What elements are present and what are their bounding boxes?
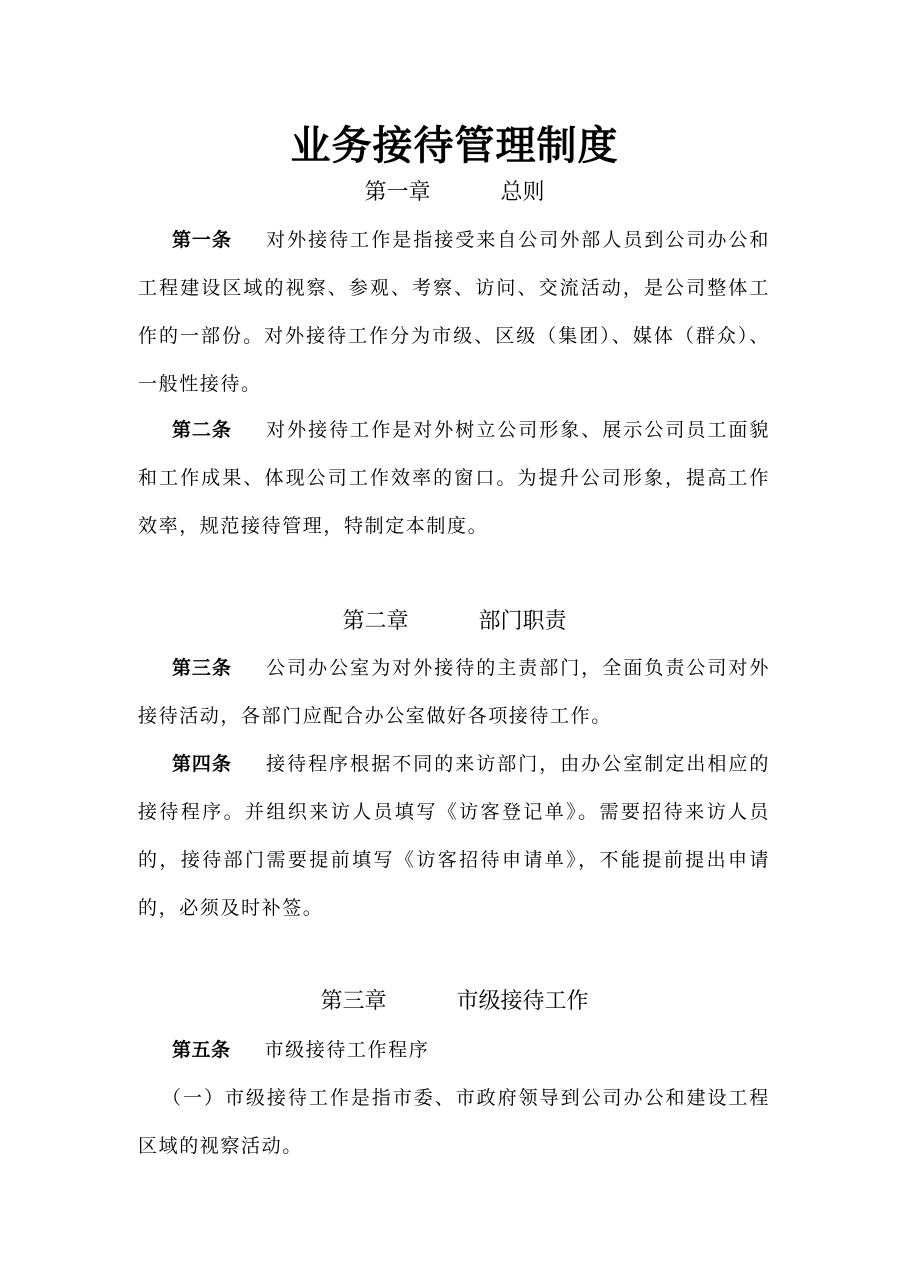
article-label: 第二条 bbox=[172, 419, 232, 441]
chapter-heading-3 bbox=[0, 987, 909, 1017]
article-4 bbox=[138, 740, 770, 932]
article-label: 第一条 bbox=[172, 229, 232, 251]
article-5 bbox=[138, 1026, 770, 1074]
article-label: 第五条 bbox=[172, 1039, 231, 1061]
article-text: 对外接待工作是对外树立公司形象、展示公司员工面貌和工作成果、体现公司工作效率的窗口。为提升公司形象，提高工作效率，规范接待管理，特制定本制度。 bbox=[138, 419, 770, 537]
chapter-heading-2 bbox=[0, 607, 909, 637]
chapter-name: 市级接待工作 bbox=[456, 989, 589, 1014]
document-title: 业务接待管理制度 bbox=[290, 123, 619, 169]
article-label: 第三条 bbox=[172, 657, 232, 679]
article-1 bbox=[138, 216, 770, 408]
chapter-name: 总则 bbox=[500, 180, 545, 205]
clause-text: （一）市级接待工作是指市委、市政府领导到公司办公和建设工程区域的视察活动。 bbox=[138, 1087, 770, 1157]
chapter-heading-1 bbox=[0, 178, 909, 208]
chapter-number: 第二章 bbox=[342, 609, 409, 634]
clause-1 bbox=[138, 1074, 770, 1170]
article-2 bbox=[138, 406, 770, 550]
article-text: 对外接待工作是指接受来自公司外部人员到公司办公和工程建设区域的视察、参观、考察、访问、交流活动，是公司整体工作的一部份。对外接待工作分为市级、区级（集团）、媒体（群众）、一般性接待。 bbox=[138, 229, 770, 395]
article-label: 第四条 bbox=[172, 753, 232, 775]
chapter-number: 第三章 bbox=[320, 989, 387, 1014]
article-text: 公司办公室为对外接待的主责部门，全面负责公司对外接待活动，各部门应配合办公室做好各项接待工作。 bbox=[138, 657, 770, 727]
chapter-number: 第一章 bbox=[364, 180, 431, 205]
article-3 bbox=[138, 644, 770, 740]
article-text: 接待程序根据不同的来访部门，由办公室制定出相应的接待程序。并组织来访人员填写《访客登记单》。需要招待来访人员的，接待部门需要提前填写《访客招待申请单》，不能提前提出申请的，必须及时补签。 bbox=[138, 753, 770, 919]
article-text: 市级接待工作程序 bbox=[264, 1039, 430, 1061]
chapter-name: 部门职责 bbox=[478, 609, 567, 634]
